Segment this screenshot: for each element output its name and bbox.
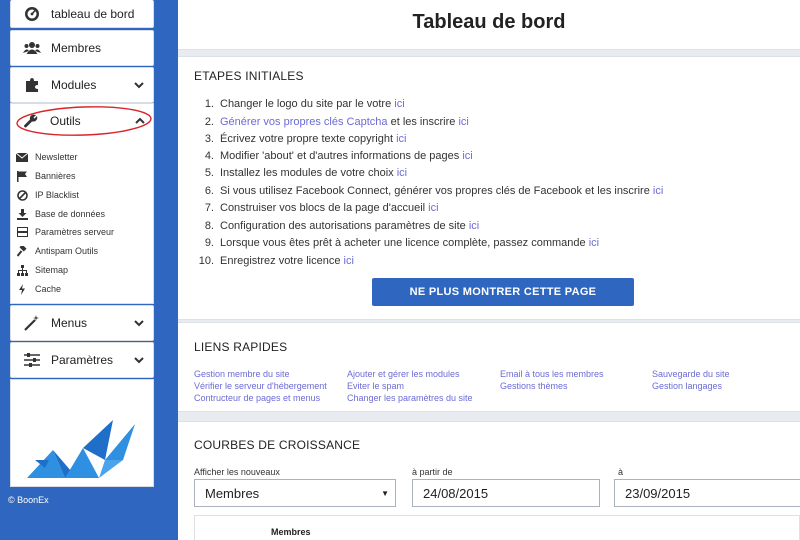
puzzle-icon (23, 76, 41, 94)
page-header (178, 0, 800, 50)
sidebar-item-label: Outils (50, 114, 81, 128)
download-icon (16, 208, 28, 220)
sidebar-item-label: Menus (51, 316, 88, 330)
show-new-select-value: Membres (205, 485, 260, 501)
step-link[interactable]: ici (468, 220, 480, 232)
sidebar-item-label: tableau de bord (51, 6, 135, 21)
submenu-label: Sitemap (35, 265, 69, 275)
to-date-value: 23/09/2015 (625, 485, 691, 501)
server-icon (16, 226, 28, 238)
submenu-label: Paramètres serveur (35, 227, 115, 237)
step-link[interactable]: ici (652, 185, 664, 197)
quick-link[interactable]: Sauvegarde du site (652, 369, 730, 379)
step-item: 9. Lorsque vous êtes prêt à acheter une licence complète, passez commande ici (204, 237, 600, 249)
sidebar-item-label: Membres (51, 41, 102, 55)
bolt-icon (16, 283, 28, 295)
submenu-label: Cache (35, 284, 62, 294)
panel-title: LIENS RAPIDES (194, 340, 288, 354)
to-date-input[interactable] (614, 479, 800, 507)
step-item: 3. Écrivez votre propre texte copyright ici (204, 133, 407, 145)
from-date-input[interactable] (412, 479, 600, 507)
growth-chart (194, 515, 800, 540)
quick-link[interactable]: Eviter le spam (347, 381, 405, 391)
sidebar-item-modules[interactable] (10, 67, 154, 103)
step-item: 4. Modifier 'about' et d'autres informations de pages ici (204, 150, 473, 162)
step-link[interactable]: ici (458, 116, 469, 128)
gavel-icon (16, 245, 28, 257)
hide-page-button[interactable]: NE PLUS MONTRER CETTE PAGE (372, 278, 634, 306)
step-item: 2. Générer vos propres clés Captcha et les inscrire ici (204, 116, 469, 128)
quick-link[interactable]: Gestion langages (652, 381, 723, 391)
submenu-label: Newsletter (35, 152, 78, 162)
submenu-item-banners[interactable] (16, 168, 76, 184)
step-link[interactable]: ici (394, 98, 405, 110)
show-new-select[interactable] (194, 479, 396, 507)
submenu-item-cache[interactable] (16, 281, 61, 297)
sliders-icon (23, 351, 41, 369)
dropdown-arrow-icon: ▼ (381, 489, 389, 498)
submenu-item-newsletter[interactable] (16, 149, 78, 165)
step-link[interactable]: ici (396, 133, 407, 145)
quick-link[interactable]: Gestions thèmes (500, 381, 568, 391)
submenu-label: Bannières (35, 171, 76, 181)
ban-icon (16, 189, 28, 201)
step-item: 8. Configuration des autorisations paramètres de site ici (204, 220, 480, 232)
quick-link[interactable]: Ajouter et gérer les modules (347, 369, 460, 379)
envelope-icon (16, 151, 28, 163)
submenu-label: Base de données (35, 209, 106, 219)
step-link[interactable]: ici (343, 255, 354, 267)
quick-link[interactable]: Contructeur de pages et menus (194, 393, 321, 403)
step-item: 6. Si vous utilisez Facebook Connect, générer vos propres clés de Facebook et les inscrire ici (204, 185, 664, 197)
step-link[interactable]: ici (428, 202, 439, 214)
sidebar-item-dashboard[interactable] (10, 0, 154, 28)
show-new-label: Afficher les nouveaux (194, 467, 280, 477)
panel-title: ETAPES INITIALES (194, 69, 304, 83)
page-title: Tableau de bord (412, 11, 566, 33)
quick-link[interactable]: Email à tous les membres (500, 369, 604, 379)
step-link[interactable]: Générer vos propres clés Captcha (220, 116, 388, 128)
quick-link[interactable]: Vérifier le serveur d'hébergement (194, 381, 327, 391)
sidebar-item-label: Modules (51, 78, 97, 92)
chevron-down-icon (133, 354, 145, 366)
step-link[interactable]: ici (462, 150, 473, 162)
quick-link[interactable]: Gestion membre du site (194, 369, 290, 379)
submenu-item-database[interactable] (16, 206, 105, 222)
annotation-circle (14, 104, 154, 138)
to-label: à (618, 467, 624, 477)
boonex-logo-icon (25, 420, 137, 480)
step-link[interactable]: ici (396, 167, 408, 179)
from-label: à partir de (412, 467, 453, 477)
sidebar-item-members[interactable] (10, 30, 154, 66)
chart-series-label: Membres (271, 527, 311, 537)
step-item: 5. Installez les modules de votre choix ici (204, 167, 408, 179)
quick-link[interactable]: Changer les paramètres du site (347, 393, 473, 403)
submenu-item-ip-blacklist[interactable] (16, 187, 79, 203)
sidebar-item-menus[interactable] (10, 305, 154, 341)
step-item: 7. Construiser vos blocs de la page d'accueil ici (204, 202, 439, 214)
submenu-item-server-settings[interactable] (16, 224, 114, 240)
chevron-down-icon (133, 317, 145, 329)
flag-icon (16, 170, 28, 182)
magic-wand-icon (23, 314, 41, 332)
dashboard-icon (23, 5, 41, 23)
step-item: 1. Changer le logo du site par le votre ici (204, 98, 405, 110)
sitemap-icon (16, 264, 28, 276)
sidebar (0, 0, 178, 540)
copyright-text: © BoonEx (8, 495, 49, 505)
sidebar-item-settings[interactable] (10, 342, 154, 378)
step-link[interactable]: ici (588, 237, 600, 249)
submenu-label: Antispam Outils (35, 246, 99, 256)
submenu-label: IP Blacklist (35, 190, 79, 200)
submenu-item-sitemap[interactable] (16, 262, 68, 278)
boonex-logo-box (10, 379, 154, 487)
users-icon (23, 39, 41, 57)
submenu-item-antispam[interactable] (16, 243, 98, 259)
step-item: 10. Enregistrez votre licence ici (198, 255, 354, 267)
chevron-down-icon (133, 79, 145, 91)
sidebar-item-label: Paramètres (51, 353, 114, 367)
panel-title: COURBES DE CROISSANCE (194, 438, 361, 452)
from-date-value: 24/08/2015 (423, 485, 489, 501)
